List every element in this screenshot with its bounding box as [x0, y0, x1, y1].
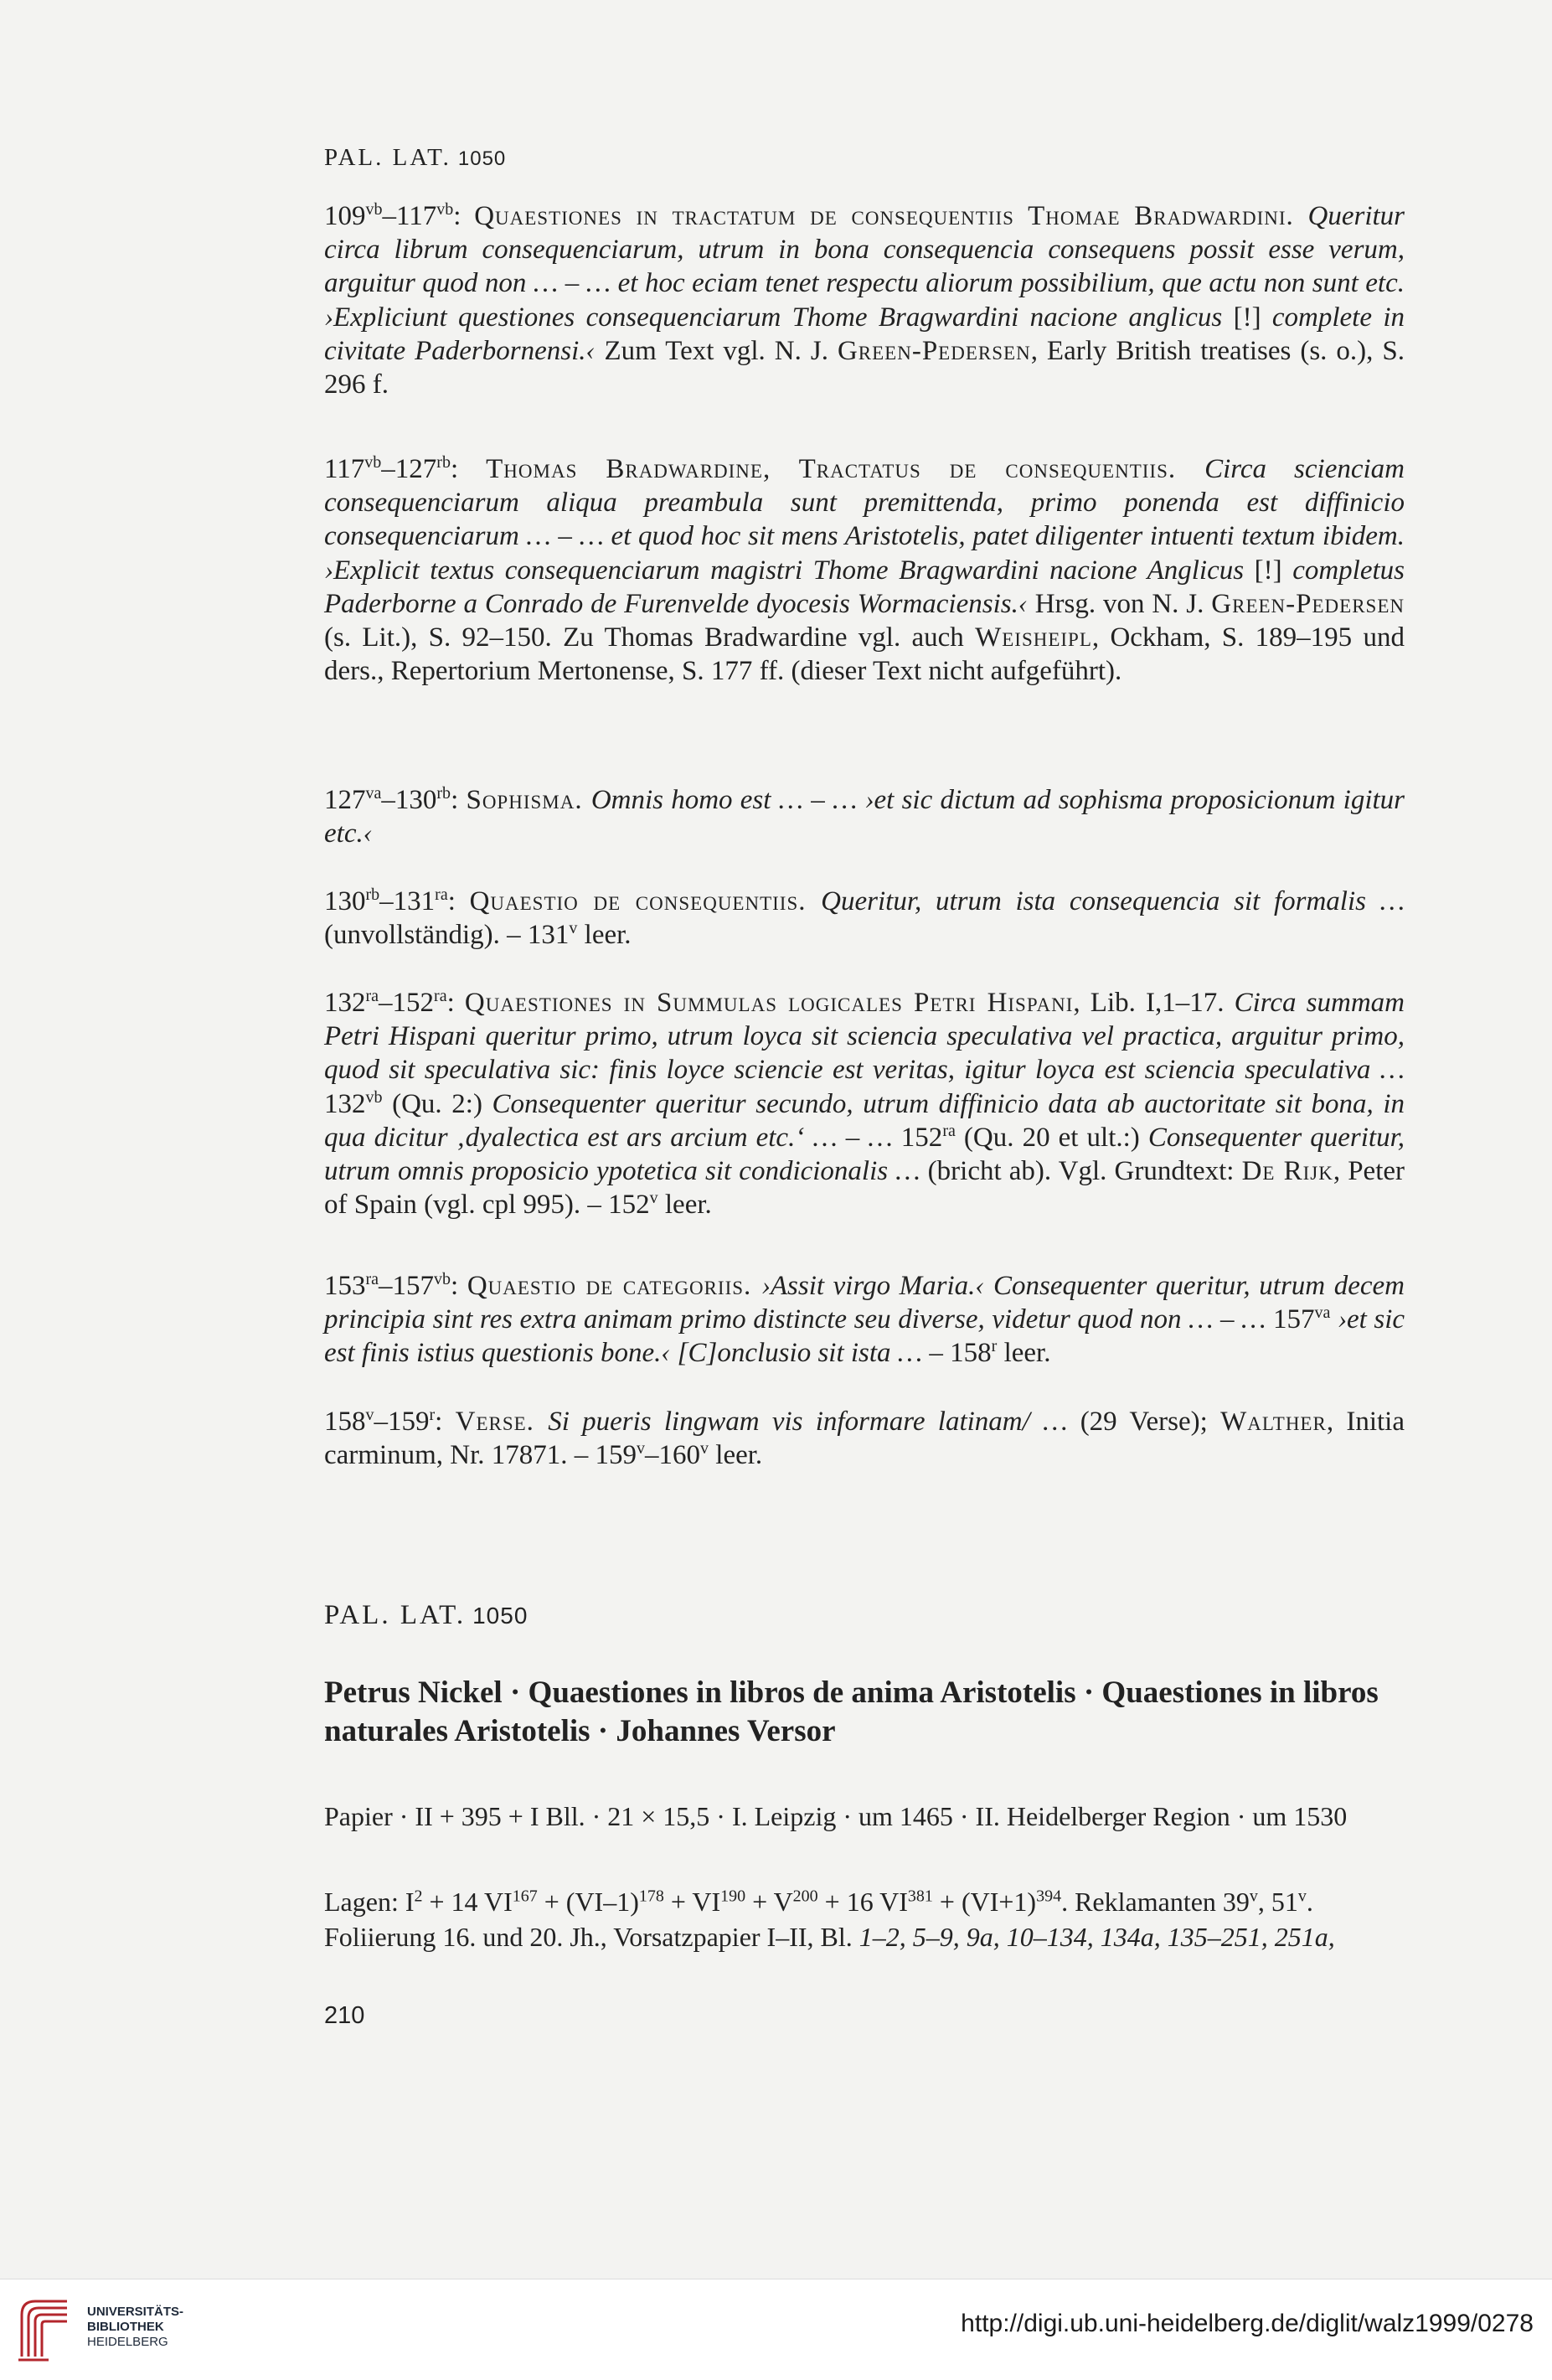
- entry-130-131: $130^{rb}-131^{ra}$: Quaestio de consequentiis. Queritur, utrum ista consequencia sit formalis … (unvollständig). – 131$^v$ leer.: [324, 885, 1405, 951]
- source-url-link[interactable]: http://digi.ub.uni-heidelberg.de/diglit/walz1999/0278: [961, 2310, 1534, 2337]
- entry-title: Thomas Bradwardine, Tractatus de consequentiis.: [486, 454, 1205, 484]
- entry-incipit: ›Assit virgo Maria.‹ Consequenter queritur, utrum decem principia sint res extra animam primo distincte seu diverse, videtur quod non … – …: [324, 1271, 1405, 1335]
- entry-158-159: 158$^v$–159$^r$: Verse. Si pueris lingwam vis informare latinam/ … (29 Verse); Walther, Initia carminum, Nr. 17871. – 159$^v$–160$^v$ leer.: [324, 1406, 1405, 1471]
- entry-incipit: Circa scienciam consequenciarum aliqua preambula sunt premittenda, primo ponenda est diffinicio consequenciarum … – … et quod hoc sit mens Aristotelis, patet diligenter intuenti textum ibidem. ›Explicit textus consequenciarum magistri Thome Bragwardini nacione Anglicus: [324, 454, 1405, 586]
- entry-title: Sophisma.: [466, 785, 591, 815]
- entry-title: Quaestio de consequentiis.: [469, 886, 822, 916]
- section-label: PAL. LAT.: [324, 1600, 467, 1630]
- manuscript-title: Petrus Nickel · Quaestiones in libros de anima Aristotelis · Quaestiones in libros naturales Aristotelis · Johannes Versor: [324, 1675, 1379, 1748]
- author-name: Green-Pedersen: [837, 335, 1031, 366]
- running-head: [324, 144, 506, 172]
- entry-title: Quaestiones in Summulas logicales Petri Hispani: [464, 988, 1074, 1018]
- foliierung-line: Foliierung 16. und 20. Jh., Vorsatzpapier I–II, Bl. 1–2, 5–9, 9a, 10–134, 134a, 135–251, 251a,: [324, 1922, 1335, 1952]
- author-name: Green-Pedersen: [1211, 588, 1405, 619]
- physical-description: Papier · II + 395 + I Bll. · 21 × 15,5 · I. Leipzig · um 1465 · II. Heidelberger Region · um 1530: [324, 1801, 1348, 1831]
- author-name: Weisheipl: [975, 622, 1092, 653]
- author-name: De Rijk: [1241, 1156, 1333, 1187]
- entry-title: Quaestio de categoriis.: [467, 1271, 761, 1301]
- section-number: 1050: [472, 1603, 529, 1629]
- entry-incipit: Circa summam Petri Hispani queritur primo, utrum loyca sit sciencia speculativa vel practica, arguitur primo, quod sit speculativa sic: finis loyce sciencie est veritas, igitur loyca est sciencia speculativa …: [324, 988, 1405, 1086]
- entry-title: Verse.: [455, 1407, 549, 1437]
- entry-title: Quaestiones in tractatum de consequentiis Thomae Bradwardini.: [474, 201, 1308, 231]
- entry-127-130: $127^{va}-130^{rb}$: Sophisma. Omnis homo est … – … ›et sic dictum ad sophisma proposicionum igitur etc.‹: [324, 784, 1405, 849]
- entry-132-152: $132^{ra}-152^{ra}$: Quaestiones in Summulas logicales Petri Hispani, Lib. I,1–17. Circa summam Petri Hispani queritur primo, utrum loyca sit sciencia speculativa vel practica, arguitur primo, quod sit speculativa sic: finis loyce sciencie est veritas, igitur loyca est sciencia speculativa … $132^{vb}$ (Qu. 2:) Consequenter queritur secundo, utrum diffinicio data ab auctoritate sit bona, in qua dicitur ‚dyalectica est ars arcium etc.‘ … – … $152^{ra}$ (Qu. 20 et ult.:) Consequenter queritur, utrum omnis proposicio ypotetica sit condicionalis … (bricht ab). Vgl. Grundtext: De Rijk, Peter of Spain (vgl. cpl 995). – 152$^v$ leer.: [324, 987, 1405, 1221]
- running-head-label: PAL. LAT.: [324, 144, 451, 171]
- section-heading: [324, 1600, 528, 1631]
- library-logo-icon: [15, 2290, 74, 2363]
- entry-incipit: Omnis homo est … – … ›et sic dictum ad sophisma proposicionum igitur etc.‹: [324, 785, 1405, 849]
- library-name: UNIVERSITÄTS- BIBLIOTHEK HEIDELBERG: [87, 2305, 184, 2349]
- running-head-number: 1050: [457, 147, 507, 170]
- author-name: Walther: [1220, 1407, 1327, 1437]
- entry-incipit: Si pueris lingwam vis informare latinam/ …: [548, 1407, 1068, 1437]
- entry-153-157: $153^{ra}-157^{vb}$: Quaestio de categoriis. ›Assit virgo Maria.‹ Consequenter queritur, utrum decem principia sint res extra animam primo distincte seu diverse, videtur quod non … – … $157^{va}$ ›et sic est finis istius questionis bone.‹ [C]onclusio sit ista … – 158$^r$ leer.: [324, 1270, 1405, 1369]
- entry-117-127: $117^{vb}-127^{rb}$: Thomas Bradwardine, Tractatus de consequentiis. Circa scienciam consequenciarum aliqua preambula sunt premittenda, primo ponenda est diffinicio consequenciarum … – … et quod hoc sit mens Aristotelis, patet diligenter intuenti textum ibidem. ›Explicit textus consequenciarum magistri Thome Bragwardini nacione Anglicus [!] completus Paderborne a Conrado de Furenvelde dyocesis Wormaciensis.‹ Hrsg. von N. J. Green-Pedersen (s. Lit.), S. 92–150. Zu Thomas Bradwardine vgl. auch Weisheipl, Ockham, S. 189–195 und ders., Repertorium Mertonense, S. 177 ff. (dieser Text nicht aufgeführt).: [324, 453, 1405, 687]
- lagen-line: Lagen: $I^2 + 14$ $VI^{167} + (VI-1)^{178} + VI^{190} + V^{200} + 16$ $VI^{381} + (VI+1)^{394}$. Reklamanten 39$^v$, 51$^v$.: [324, 1887, 1313, 1917]
- entry-incipit: Queritur circa librum consequenciarum, utrum in bona consequencia consequens possit esse verum, arguitur quod non … – … et hoc eciam tenet respectu aliorum possibilium, que actu non sunt etc. ›Expliciunt questiones consequenciarum Thome Bragwardini nacione anglicus: [324, 201, 1405, 333]
- entry-109-117: $109^{vb}-117^{vb}$: Quaestiones in tractatum de consequentiis Thomae Bradwardini. Queritur circa librum consequenciarum, utrum in bona consequencia consequens possit esse verum, arguitur quod non … – … et hoc eciam tenet respectu aliorum possibilium, que actu non sunt etc. ›Expliciunt questiones consequenciarum Thome Bragwardini nacione anglicus [!] complete in civitate Paderbornensi.‹ Zum Text vgl. N. J. Green-Pedersen, Early British treatises (s. o.), S. 296 f.: [324, 200, 1405, 400]
- footer-bar: [0, 2279, 1552, 2380]
- entry-incipit: Queritur, utrum ista consequencia sit formalis …: [821, 886, 1405, 916]
- page-number: 210: [324, 2002, 365, 2029]
